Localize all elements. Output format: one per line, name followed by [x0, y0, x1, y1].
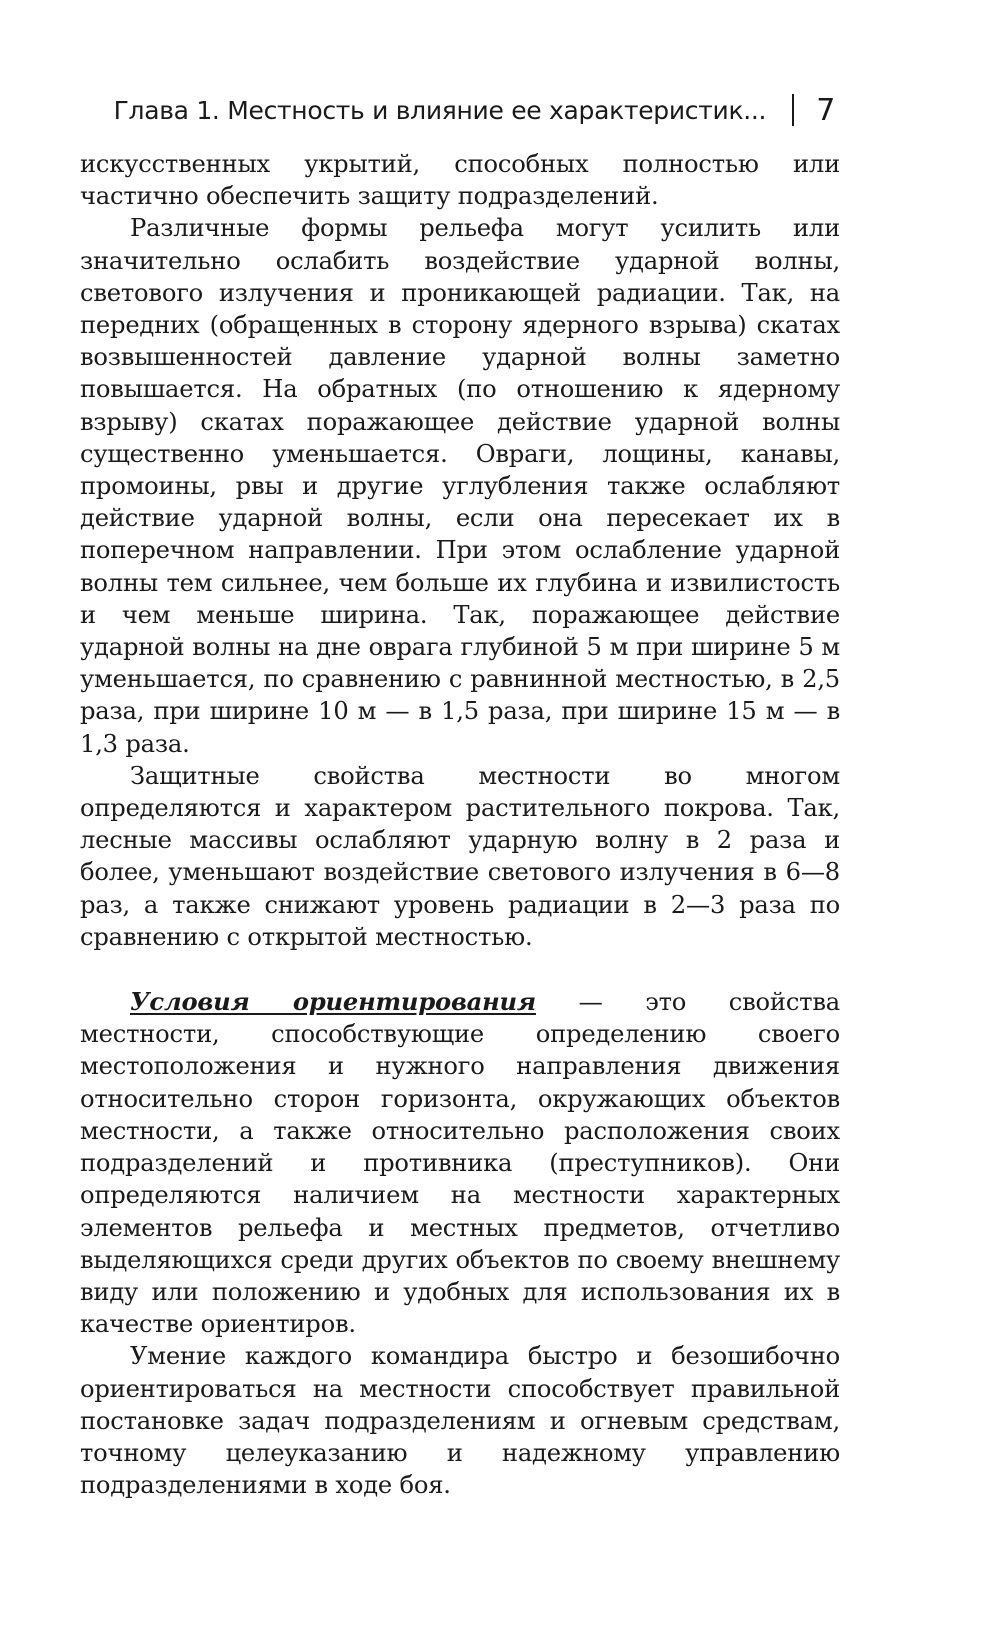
paragraph-commander-skill: Умение каждого командира быстро и безошибочно ориентироваться на местности способствует правильной постановке задач подразделениям и огневым средствам, точному целеуказанию и надежному управлению подразделениями в ходе боя.	[80, 1342, 840, 1500]
header-separator	[792, 94, 794, 126]
paragraph-relief-forms: Различные формы рельефа могут усилить или значительно ослабить воздействие ударной волны, светового излучения и проникающей радиации. Так, на передних (обращенных в сторону ядерного взрыва) скатах возвышенностей давление ударной волны заметно повышается. На обратных (по отношению к ядерному взрыву) скатах поражающее действие ударной волны существенно уменьшается. Овраги, лощины, канавы, промоины, рвы и другие углубления также ослабляют действие ударной волны, если она пересекает их в поперечном направлении. При этом ослабление ударной волны тем сильнее, чем больше их глубина и извилистость и чем меньше ширина. Так, поражающее действие ударной волны на дне оврага глубиной 5 м при ширине 5 м уменьшается, по сравнению с равнинной местностью, в 2,5 раза, при ширине 10 м — в 1,5 раза, при ширине 15 м — в 1,3 раза.	[80, 214, 840, 758]
chapter-title: Глава 1. Местность и влияние ее характеристик...	[113, 95, 767, 125]
body-text	[80, 148, 840, 1501]
paragraph-continuation: искусственных укрытий, способных полностью или частично обеспечить защиту подразделений.	[80, 150, 840, 211]
term-definition: — это свойства местности, способствующие определению своего местоположения и нужного направления движения относительно сторон горизонта, окружающих объектов местности, а также относительно расположения своих подразделений и противника (преступников). Они определяются наличием на местности характерных элементов рельефа и местных предметов, отчетливо выделяющихся среди других объектов по своему внешнему виду или положению и удобных для использования их в качестве ориентиров.	[80, 988, 840, 1339]
defined-term: Условия ориентирования	[130, 987, 536, 1017]
page-number: 7	[816, 92, 835, 128]
running-header	[114, 88, 835, 132]
paragraph-protective-properties: Защитные свойства местности во многом определяются и характером растительного покрова. Так, лесные массивы ослабляют ударную волну в 2 раза и более, уменьшают воздействие светового излучения в 6—8 раз, а также снижают уровень радиации в 2—3 раза по сравнению с открытой местностью.	[80, 761, 840, 951]
paragraph-orientation-conditions	[80, 986, 840, 1340]
